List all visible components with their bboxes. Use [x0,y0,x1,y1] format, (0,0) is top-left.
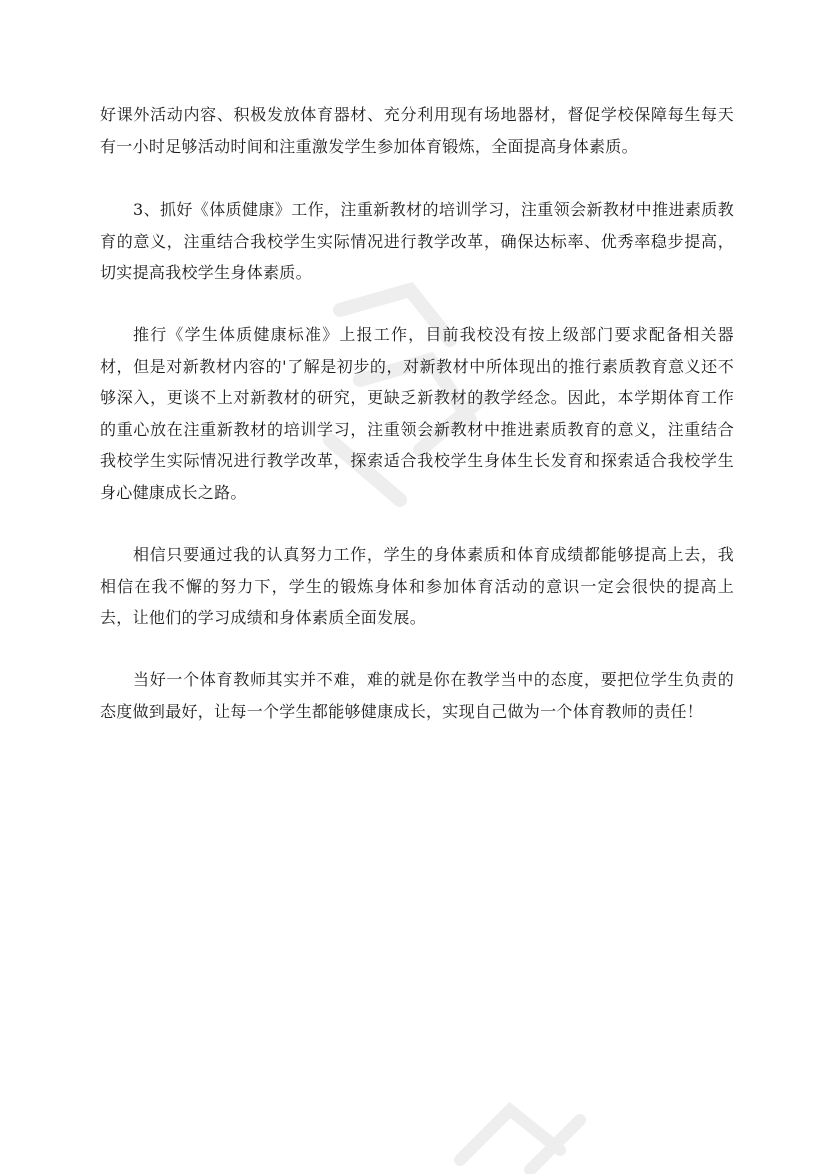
paragraph-belief: 相信只要通过我的认真努力工作，学生的身体素质和体育成绩都能够提高上去，我相信在我不懈的努力下，学生的锻炼身体和参加体育活动的意识一定会很快的提高上去，让他们的学习成绩和身体素质全面发展。 [100,545,734,627]
paragraph-health-standard: 推行《学生体质健康标准》上报工作，目前我校没有按上级部门要求配备相关器材，但是对新教材内容的'了解是初步的，对新教材中所体现出的推行素质教育意义还不够深入，更谈不上对新教材的研究，更缺乏新教材的教学经念。因此，本学期体育工作的重心放在注重新教材的培训学习，注重领会新教材中推进素质教育的意义，注重结合我校学生实际情况进行教学改革，探索适合我校学生身体生长发育和探索适合我校学生身心健康成长之路。 [100,325,734,502]
paragraph-teacher-attitude: 当好一个体育教师其实并不难，难的就是你在教学当中的态度，要把位学生负责的态度做到最好，让每一个学生都能够健康成长，实现自己做为一个体育教师的责任！ [100,670,734,721]
paragraph-activities: 好课外活动内容、积极发放体育器材、充分利用现有场地器材，督促学校保障每生每天有一小时足够活动时间和注重激发学生参加体育锻炼，全面提高身体素质。 [100,105,734,156]
paragraph-physical-health: 3、抓好《体质健康》工作，注重新教材的培训学习，注重领会新教材中推进素质教育的意义，注重结合我校学生实际情况进行教学改革，确保达标率、优秀率稳步提高，切实提高我校学生身体素质。 [100,200,734,282]
watermark-mark [440,1080,600,1174]
